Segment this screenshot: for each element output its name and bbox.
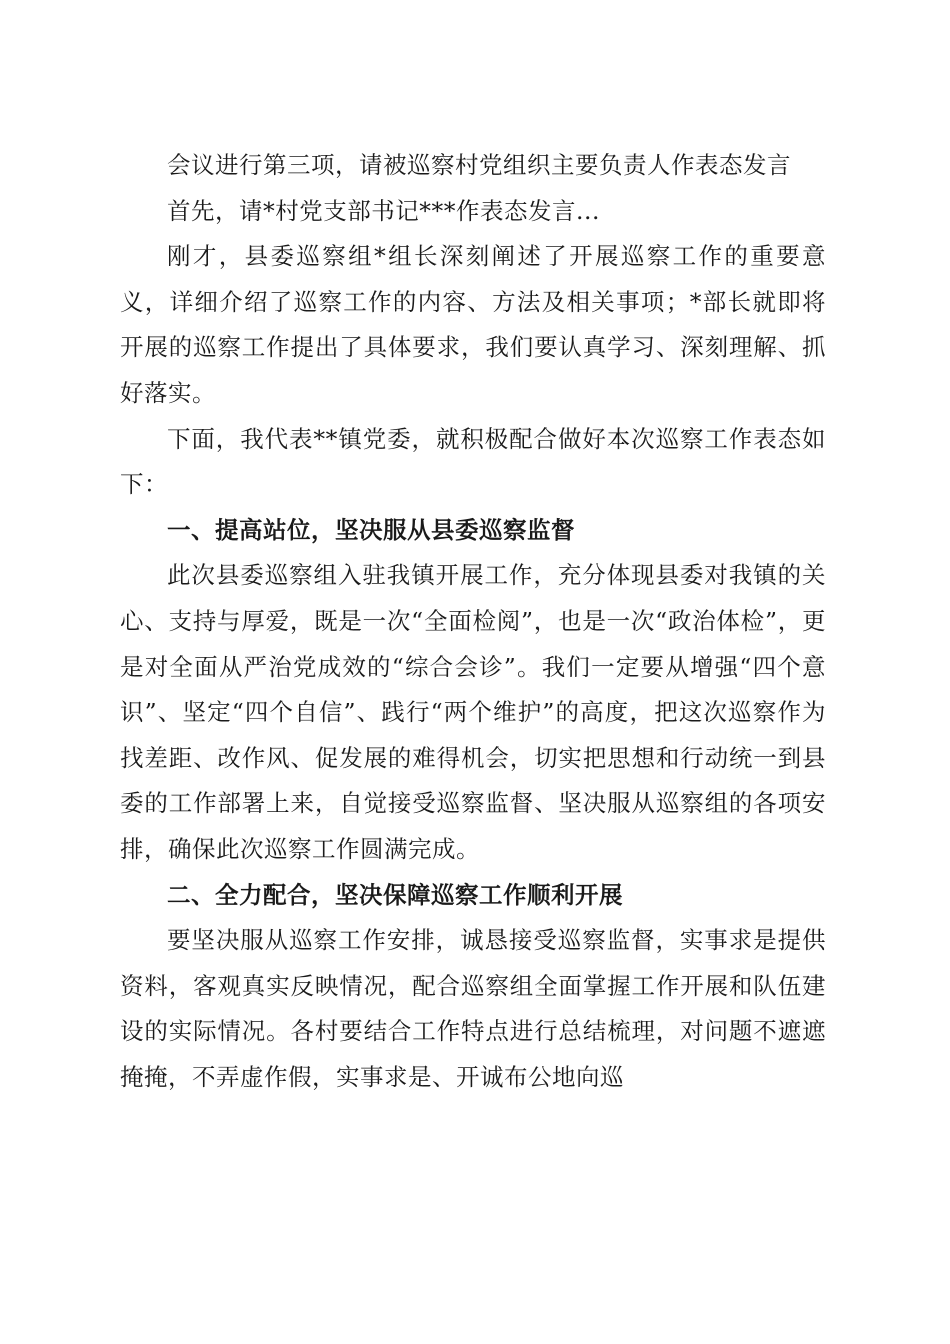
review-remarks: 刚才，县委巡察组*组长深刻阐述了开展巡察工作的重要意义，详细介绍了巡察工作的内容、方法及相关事项；*部长就即将开展的巡察工作提出了具体要求，我们要认真学习、深刻理解、抓好落实。 xyxy=(120,242,826,407)
statement-intro: 下面，我代表**镇党委，就积极配合做好本次巡察工作表态如下： xyxy=(120,424,826,499)
document-body xyxy=(120,143,826,1100)
section-heading-2: 二、全力配合，坚决保障巡察工作顺利开展 xyxy=(167,880,623,909)
section-2-body: 要坚决服从巡察工作安排，诚恳接受巡察监督，实事求是提供资料，客观真实反映情况，配合巡察组全面掌握工作开展和队伍建设的实际情况。各村要结合工作特点进行总结梳理，对问题不遮遮掩掩，不弄虚作假，实事求是、开诚布公地向巡 xyxy=(120,926,826,1091)
agenda-item-three: 会议进行第三项，请被巡察村党组织主要负责人作表态发言 xyxy=(167,151,791,179)
section-1-body: 此次县委巡察组入驻我镇开展工作，充分体现县委对我镇的关心、支持与厚爱，既是一次“全面检阅”，也是一次“政治体检”，更是对全面从严治党成效的“综合会诊”。我们一定要从增强“四个意识”、坚定“四个自信”、践行“两个维护”的高度，把这次巡察作为找差距、改作风、促发展的难得机会，切实把思想和行动统一到县委的工作部署上来，自觉接受巡察监督、坚决服从巡察组的各项安排，确保此次巡察工作圆满完成。 xyxy=(120,561,826,863)
invite-secretary: 首先，请*村党支部书记***作表态发言... xyxy=(167,196,600,225)
section-heading-1: 一、提高站位，坚决服从县委巡察监督 xyxy=(167,515,575,544)
